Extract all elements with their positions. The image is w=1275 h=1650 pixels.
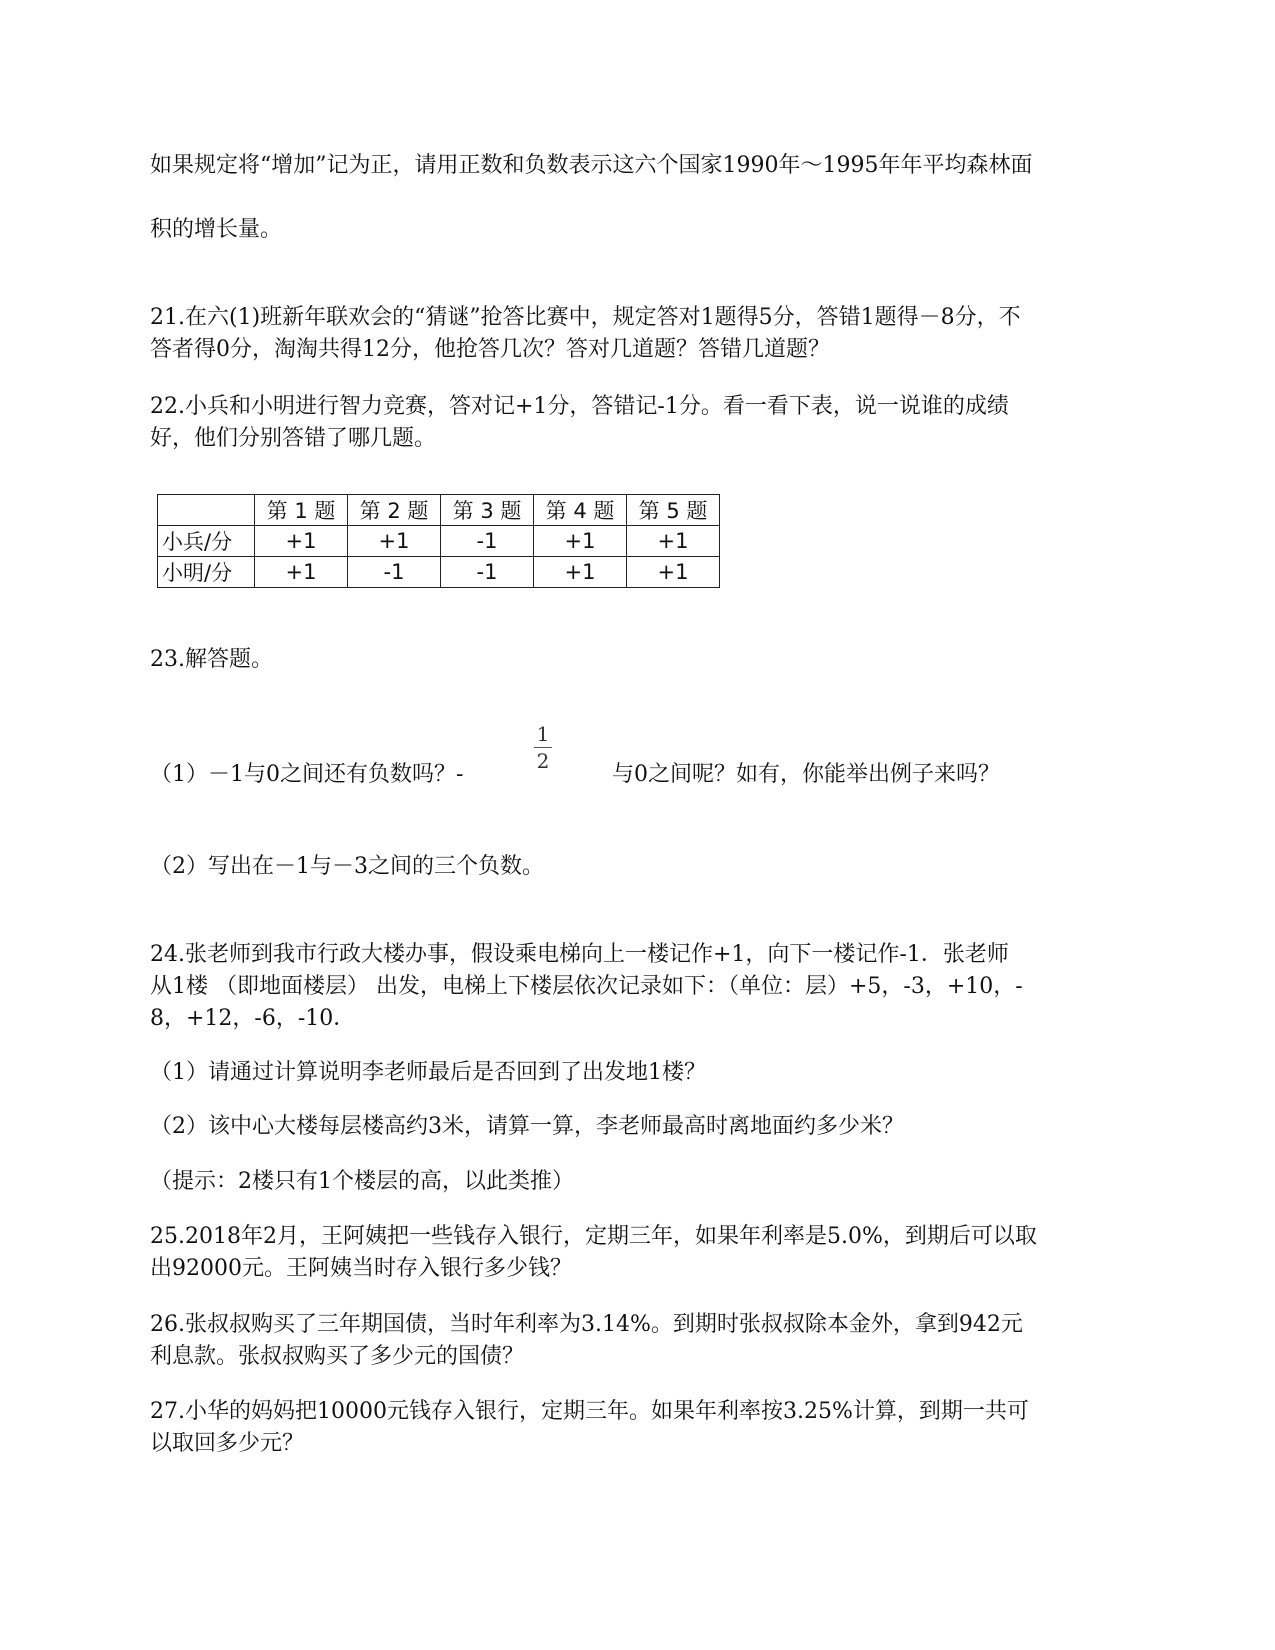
intro-line-1: 如果规定将“增加”记为正，请用正数和负数表示这六个国家1990年～1995年年平均森林面 [150,153,1033,178]
q21-line-2: 答者得0分，淘淘共得12分，他抢答几次？答对几道题？答错几道题？ [150,337,830,362]
table-cell: +1 [627,557,720,588]
table-row [158,557,720,588]
table-header-cell: 第 1 题 [255,495,348,526]
q21-line-1: 21.在六(1)班新年联欢会的“猜谜”抢答比赛中，规定答对1题得5分，答错1题得－8分，不 [150,305,1021,330]
table-cell: +1 [348,526,441,557]
table-header-cell: 第 3 题 [441,495,534,526]
row-label: 小明/分 [158,557,255,588]
fraction-denominator: 2 [536,749,550,773]
q23-part1-after: 与0之间呢？如有，你能举出例子来吗？ [612,762,1000,787]
q24-part1: （1）请通过计算说明李老师最后是否回到了出发地1楼？ [150,1060,706,1085]
q25-line-1: 25.2018年2月，王阿姨把一些钱存入银行，定期三年，如果年利率是5.0%，到期后可以取 [150,1224,1037,1249]
table-header-cell: 第 4 题 [534,495,627,526]
q22-line-2: 好，他们分别答错了哪几题。 [150,426,437,451]
fraction-bar [534,747,552,748]
q23-title: 23.解答题。 [150,647,273,672]
q24-part2: （2）该中心大楼每层楼高约3米，请算一算，李老师最高时离地面约多少米？ [150,1114,904,1139]
q27-line-2: 以取回多少元？ [150,1431,305,1456]
q25-line-2: 出92000元。王阿姨当时存入银行多少钱？ [150,1256,572,1281]
fraction-numerator: 1 [536,722,550,746]
table-cell: -1 [441,526,534,557]
q23-part1-before: （1）－1与0之间还有负数吗？- [150,762,464,787]
table-cell: +1 [255,526,348,557]
q24-hint: （提示：2楼只有1个楼层的高，以此类推） [150,1169,574,1194]
q26-line-2: 利息款。张叔叔购买了多少元的国债？ [150,1344,525,1369]
score-table [157,494,720,588]
table-header-cell: 第 2 题 [348,495,441,526]
q26-line-1: 26.张叔叔购买了三年期国债，当时年利率为3.14%。到期时张叔叔除本金外，拿到942元 [150,1312,1023,1337]
table-cell: +1 [534,557,627,588]
q23-part2: （2）写出在－1与－3之间的三个负数。 [150,854,544,879]
table-cell: -1 [441,557,534,588]
table-cell: +1 [255,557,348,588]
table-header-cell: 第 5 题 [627,495,720,526]
table-header-row [158,495,720,526]
q24-line-3: 8，+12，-6，-10． [150,1006,356,1031]
table-cell: +1 [534,526,627,557]
q22-line-1: 22.小兵和小明进行智力竞赛，答对记+1分，答错记-1分。看一看下表，说一说谁的成绩 [150,394,1009,419]
q27-line-1: 27.小华的妈妈把10000元钱存入银行，定期三年。如果年利率按3.25%计算，到期一共可 [150,1399,1029,1424]
table-cell: -1 [348,557,441,588]
fraction-one-half [532,723,554,772]
q24-line-1: 24.张老师到我市行政大楼办事，假设乘电梯向上一楼记作+1，向下一楼记作-1．张老师 [150,942,1009,967]
table-row [158,526,720,557]
row-label: 小兵/分 [158,526,255,557]
table-header-cell [158,495,255,526]
intro-line-2: 积的增长量。 [150,217,283,242]
table-cell: +1 [627,526,720,557]
q24-line-2: 从1楼 （即地面楼层） 出发，电梯上下楼层依次记录如下：（单位：层）+5，-3，+10，- [150,974,1023,999]
